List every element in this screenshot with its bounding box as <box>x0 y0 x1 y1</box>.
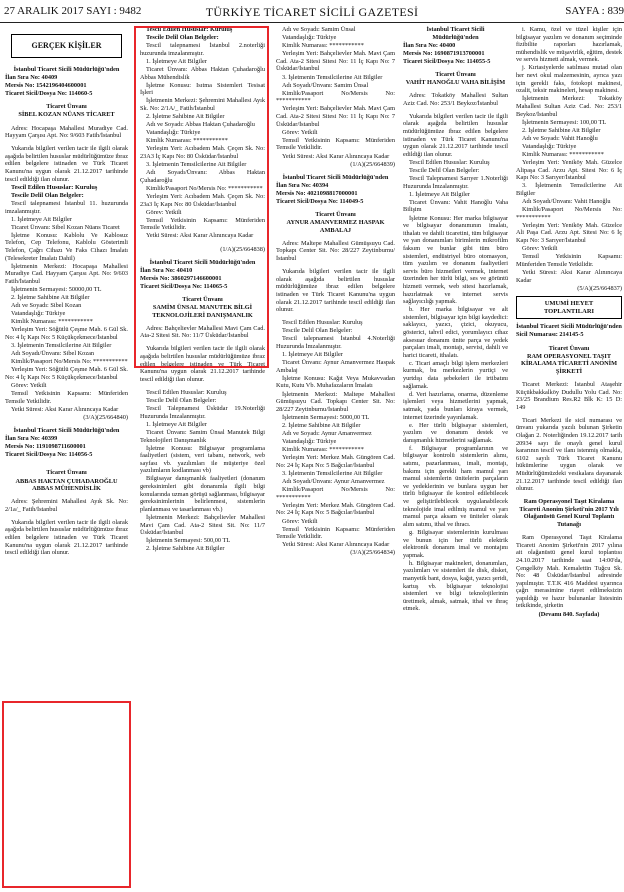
issue-date: 27 ARALIK 2017 SAYI : 9482 <box>4 5 142 17</box>
entry-ref: (1/A)(25/664838) <box>220 245 265 253</box>
mersis-no: Mersis No: 1542196404600001 <box>5 82 87 90</box>
entry-line: Adı Soyadı/Ünvanı: Vahit Hanoğlu <box>522 198 611 206</box>
continued-note: (Devamı 840. Sayfada) <box>538 610 600 618</box>
entry-line: Görev: Yetkili <box>282 517 318 525</box>
entry-line: Kimlik Numarası: *********** <box>146 137 228 145</box>
ilan-no: İlan Sıra No: 40409 <box>5 74 58 82</box>
ilan-no: İlan Sıra No: 40394 <box>276 181 329 189</box>
entry-line: d. Veri hazırlama, onarma, düzenleme işlemleri veya hizmetlerini yapmak, satmak, yada bunları kiraya vermek, internet üzerinde yayınlamak. <box>403 390 508 421</box>
entry-line: Vatandaşlığı: Türkiye <box>11 310 66 318</box>
entry-line: 2. İşletme Sahibine Ait Bilgiler <box>146 113 225 121</box>
entry-line: i. Kamu, özel ve tüzel kişiler için bilgisayar yazılım ve donanım seçiminde fizibilite raporları hazırlamak, mühendislik ve müşavirlik, eğitim, destek ve servis hizmeti almak, vermek. <box>516 26 622 64</box>
entry-line: İşletmenin Sermayesi: 500,00 TL <box>146 537 231 545</box>
entry-line: İşletme Konusu: Bilgisayar programlama faaliyetleri (sistem, veri tabanı, network, web sayfası vb. yazılımları ile müşteriye özel yazılımların kodlanması vb) <box>140 444 265 475</box>
entry-line: 3. İşletmenin Temsilcilerine Ait Bilgiler <box>146 161 247 169</box>
entry-line: Temsil Yetkisinin Kapsamı: Münferiden Temsile Yetkilidir. <box>5 390 128 405</box>
entry-line: Kimlik Numarası: *********** <box>282 42 364 50</box>
entry-line: Tescile Delil Olan Belgeler: <box>409 167 480 174</box>
entry-line: Yerleşim Yeri: Bahçelievler Mah. Mavi Çam Cad. Ata-2 Sitesi Sitesi No: 11 İç Kapı No: 7 Üsküdar/İstanbul <box>276 105 395 128</box>
entry-line: Yetki Süresi: Aksi Karar Alınıncaya Kadar <box>282 541 390 549</box>
entry-line: Kimlik Numarası: *********** <box>11 318 93 326</box>
entry-line: Adı ve Soyadı: Abbas Haktan Çuhadaroğlu <box>146 121 255 129</box>
entry-line: Tescil Talepnamesi Üsküdar 19.Noterliği Huzurunda İmzalanmıştır. <box>140 405 265 420</box>
entry-text: Yukarıda bilgileri verilen tacir ile ilgili olarak aşağıda belirtilen hususlar müdürlüğümüze ibraz edilen belgelere istinaden ve Türk Ticaret Kanunu'na uygun olarak 21.12.2017 tarihinde tescil edildiği ilan olunur. <box>140 345 265 383</box>
entry-line: Vatandaşlığı: Türkiye <box>282 438 337 446</box>
entry-line: Tescile Delil Olan Belgeler: <box>146 34 219 42</box>
entry-line: Adı ve Soyadı: Aynur Amanvermez <box>282 430 372 437</box>
entry-line: İşletmenin Merkezi: Tokatköy Mahallesi Sultan Aziz Cad. No: 253/1 Beykoz/İstanbul <box>516 95 622 118</box>
entry-line: Yerleşim Yeri: Söğütlü Çeşme Mah. 6 Gül Sk. No: 4 İç Kapı No: 5 Küçükçekmece/İstanbul <box>5 366 128 381</box>
entry-office: İstanbul Ticaret Sicili Müdürlüğü'nden <box>149 258 256 266</box>
highlight-box-top <box>134 26 269 368</box>
entry-line: Kimlik Numarası: *********** <box>522 151 604 158</box>
entry-line: 2. İşletme Sahibine Ait Bilgiler <box>146 545 225 553</box>
entry-line: Bilgisayar danışmanlık faaliyetleri (donanım gereksinimleri gibi donanımla ilgili bilgi konularında uzman görüşü sağlanması, bilgisayar gereksinimlerinin belirlenmesi, sistemlerin planlanması ve tasarlanması vb.) <box>140 475 265 513</box>
mersis-no: Mersis No: 1690871913700001 <box>403 49 485 57</box>
entry-line: İşletme Konusu: Isıtma Sistemleri Tesisat İşleri <box>140 81 265 97</box>
entry-line: 2. İşletme Sahibine Ait Bilgiler <box>282 421 361 429</box>
entry-line: Tescil Edilen Hususlar: Kuruluş <box>11 183 98 191</box>
entry-ref: (1/A)(25/664839) <box>350 160 395 168</box>
entry-line: Tescil Edilen Hususlar: Kuruluş <box>409 158 490 166</box>
entry-line: Görev: Yetkili <box>522 245 558 253</box>
entry-line: Yerleşim Yeri: Yeniköy Mah. Güzelce Ali Paşa Cad. Arzu Apt. Sitesi No: 6 İç Kapı No: 3 Sarıyer/İstanbul <box>516 221 622 245</box>
entry-line: e. Her türlü bilgisayar sistemleri, yazılım ve donanım destek ve danışmanlık hizmetlerini sağlamak. <box>403 421 508 444</box>
sicil-no: Ticaret Sicil/Dosya No: 114055-5 <box>403 57 491 65</box>
ilan-no: İlan Sıra No: 40410 <box>140 266 193 274</box>
entry-unvan: SİBEL KOZAN NÜANS TİCARET <box>18 111 115 119</box>
entry-office: İstanbul Ticaret Sicili Müdürlüğü'nden <box>516 323 622 331</box>
entry-line: 1. İşletmeye Ait Bilgiler <box>282 351 343 359</box>
sicil-no: Ticaret Sicil/Dosya No: 114056-5 <box>5 451 93 459</box>
entry-line: Yerleşim Yeri: Yeniköy Mah. Güzelce Alipaşa Cad. Arzu Apt. Sitesi No: 6 İç Kapı No: 3 Sarıyer/İstanbul <box>516 159 622 182</box>
general-assembly-box: UMUMİ HEYET TOPLANTILARI <box>516 296 622 319</box>
entry-line: 3. İşletmenin Temsilcilerine Ait Bilgiler <box>282 469 383 477</box>
entry-address: Adres: Hocapaşa Mahallesi Muradiye Cad. Hayyam Çarşısı Apt. No: 9/603 Fatih/İstanbul <box>5 124 128 140</box>
unvan-label: Ticaret Ünvanı <box>182 296 223 303</box>
gazette-title: TÜRKİYE TİCARET SİCİLİ GAZETESİ <box>205 5 419 19</box>
entry-line: Görev: Yetkili <box>282 128 318 136</box>
entry-line: Tescil talepnamesi İstanbul 4.Noterliği Huzurunda İmzalanmıştır. <box>276 335 395 350</box>
entry-line: İşletme Konusu: Kağıt Veya Mukavvadan Kutu, Kutu Vb. Muhafazaların İmalatı <box>276 374 395 390</box>
unvan-label: Ticaret Ünvanı <box>46 469 87 477</box>
entry-line: Yerleşim Yeri: Acıbadem Mah. Çeçen Sk. No: 23A3 İç Kapı No: 80 Üsküdar/İstanbul <box>140 145 265 160</box>
entry-line: Yerleşim Yeri: Acıbadem Mah. Çeçen Sk. No: 23a3 İç Kapı No: 80 Üsküdar/İstanbul <box>140 192 265 208</box>
entry-text: Yukarıda bilgileri verilen tacir ile ilgili olarak aşağıda belirtilen hususlar müdürlüğümüze ibraz edilen belgelere istinaden ve Türk Ticaret Kanunu'na uygun olarak 21.12.2017 tarihinde tescil edildiği ilan olunur. <box>5 518 128 557</box>
entry-line: Vatandaşlığı: Türkiye <box>522 142 577 150</box>
entry-line: j. Kırtasiyelerde satılması mutad olan her nevi okul malzemesinin, ayrıca yazı için gerekli faks, fotokopi makinesi, ozalit, teksir makineleri, hesap makinesi. <box>516 64 622 95</box>
mersis-no: Mersis No: 3860297146600001 <box>140 274 222 282</box>
meeting-body: Ram Operasyonel Taşıt Kiralama Ticareti Anonim Şirketi'nin 2017 yılına ait olağanüstü genel kurul toplantısı 24.10.2017 tarihinde saat 14:00'da, Çengelköy Mah. Kemalettin Tuğcu Sk. No: 48 Üsküdar/İstanbul adresinde yapılmıştır. T.T.K 416 Maddesi uyarınca çağrı merasimine riayet edilmeksizin yapıldığı ve hazır bulunanlar listesinin tetkikinde, şirketin <box>516 534 622 610</box>
entry-line: Adı Soyadı/Ünvanı: Aynur Amanvermez <box>282 478 385 486</box>
entry-line: Yerleşim Yeri: Merkez Mah. Güngören Cad. No: 24 İç Kapı No: 5 Bağcılar/İstanbul <box>276 501 395 517</box>
mersis-no: Mersis No: 1191098711600001 <box>5 443 86 451</box>
entry-line: İşletmenin Merkezi: Hocapaşa Mahallesi Muradiye Cad. Hayyam Çarşısı Apt. No: 9/603 Fatih/İstanbul <box>5 262 128 285</box>
entry-line: Kimlik/Pasaport No/Mersis No: *********** <box>276 89 395 105</box>
entry-line: c. Ticari amaçlı bilgi işlem merkezleri kurmak, bu merkezlerin yurtiçi ve yurtdışı data şebekeleri ile irtibatını sağlamak. <box>403 359 508 390</box>
entry-line: Görev: Yetkili <box>146 208 182 216</box>
entry-address: Adres: Tokatköy Mahallesi Sultan Aziz Cad. No: 253/1 Beykoz/İstanbul <box>403 92 508 107</box>
entry-line: b. Her marka bilgisayar ve alt sistemleri, bilgisayar için bilgi kaydedici: saklayıcı, yazıcı, çizici, okuyucu, gösterici, tahvil edici, yorumlayıcı cihaz aksesuar donanım ünite parça ve yedek parçaları imali, montajı, servisi, dahili ve harici ticareti, ithalatı. <box>403 306 508 359</box>
unvan-label: Ticaret Ünvanı <box>435 70 476 78</box>
sicil-no: Ticaret Sicil/Dosya No: 114065-5 <box>140 282 228 290</box>
entry-line: Kimlik Numarası: *********** <box>282 446 364 454</box>
entry-text: Yukarıda bilgileri verilen tacir ile ilgili olarak aşağıda belirtilen hususlar müdürlüğümüze ibraz edilen belgelere istinaden ve Türk Ticaret Kanunu'na uygun olarak 21.12.2017 tarihinde tescil edildiği ilan olunur. <box>276 268 395 314</box>
entry-line: 1. İşletmeye Ait Bilgiler <box>409 190 470 198</box>
entry-line: Tescile Delil Olan Belgeler: <box>146 397 217 405</box>
entry-line: Tescil talepnamesi İstanbul 11. huzurunda imzalanmıştır. <box>5 199 128 215</box>
column-4 <box>403 26 508 888</box>
unvan-label: Ticaret Ünvanı <box>315 211 356 219</box>
ilan-no: İlan Sıra No: 40400 <box>403 41 456 49</box>
entry-line: 3. İşletmenin Temsilcilerine Ait Bilgiler <box>282 73 383 81</box>
entry-line: Tescil Edilen Hususlar: Kuruluş <box>282 319 363 327</box>
entry-line: Yerleşim Yeri: Merkez Mah. Güngören Cad. No: 24 İç Kapı No: 5 Bağcılar/İstanbul <box>276 454 395 469</box>
unvan-label: Ticaret Ünvanı <box>46 103 87 111</box>
entry-ref: (3/A)(25/664840) <box>83 413 128 421</box>
entry-line: Ticaret Ünvanı: Samim Ünsal Manutek Bilgi Teknolojileri Danışmanlık <box>140 428 265 444</box>
entry-unvan: RAM OPERASYONEL TAŞIT KİRALAMA TİCARETİ ANONİM ŞİRKETİ <box>520 352 618 375</box>
entry-ref: (5/A)(25/664837) <box>577 284 622 292</box>
column-5 <box>516 26 622 888</box>
entry-line: İşletmenin Sermayesi: 50000,00 TL <box>11 285 102 293</box>
sicil-no: Ticaret Sicil/Dosya No: 114049-5 <box>276 197 364 205</box>
entry-line: Yetki Süresi: Aksi Karar Alınıncaya Kadar <box>516 268 622 284</box>
entry-office: İstanbul Ticaret Sicili Müdürlüğü'nden <box>13 66 120 73</box>
entry-line: Tescil Edilen Hususlar: Kuruluş <box>146 26 233 33</box>
entry-line: Ticaret Ünvanı: Abbas Haktan Çuhadaroğlu Abbas Mühendislik <box>140 65 265 81</box>
entry-line: Kimlik/Pasaport No/Mersis No: *********** <box>146 184 263 192</box>
entry-line: Tescile Delil Olan Belgeler: <box>282 327 353 335</box>
meeting-title: Ram Operasyonel Taşıt Kiralama Ticareti Anonim Şirketi'nin 2017 Yılı Olağanüstü Genel Kurul Toplantı Tutanağı <box>519 498 619 529</box>
entry-line: 1. İşletmeye Ait Bilgiler <box>146 420 207 428</box>
entry-office: İstanbul Ticaret Sicili Müdürlüğü'nden <box>426 26 485 41</box>
sicil-no: Ticaret Sicil/Dosya No: 114060-5 <box>5 90 93 98</box>
entry-line: Ticaret Ünvanı: Vahit Hanoğlu Vaha Bilişim <box>403 198 508 214</box>
entry-line: Tescil Edilen Hususlar: Kuruluş <box>146 388 227 396</box>
page-header <box>0 0 624 23</box>
entry-line: Tescil Talepnamesi Sarıyer 1.Noterliği Huzurunda İmzalanmıştır. <box>403 175 508 190</box>
entry-line: 3. İşletmenin Temsilcilerine Ait Bilgiler <box>11 342 112 350</box>
entry-line: Adı ve Soyadı: Samim Ünsal <box>282 26 356 33</box>
entry-line: Kimlik/Pasaport No/Mersis No: *********** <box>11 358 128 366</box>
ilan-no: İlan Sıra No: 40399 <box>5 435 58 443</box>
entry-office: İstanbul Ticaret Sicili Müdürlüğü'nden <box>282 173 389 181</box>
entry-line: h. Bilgisayar makineleri, donanımları, yazılımları ve sistemleri ile disk, disket, manyetik bant, dosya, kağıt, yazıcı şeridi, kartuş vb. bilgisayar teknolojisi sistemleri ve bilgi teknolojilerinin üretimek, almak, satmak, ithal ve ihraç etmek. <box>403 559 508 613</box>
entry-line: Adı ve Soyadı: Vahit Hanoğlu <box>522 134 598 142</box>
entry-line: Adı Soyadı/Ünvanı: Samim Ünsal <box>282 81 369 89</box>
entry-unvan: ABBAS HAKTAN ÇUHADAROĞLU ABBAS MÜHENDİSLİK <box>15 477 118 493</box>
entry-line: Adı Soyadı/Ünvanı: Sibel Kozan <box>11 350 95 358</box>
entry-line: Ticaret Ünvanı: Sibel Kozan Nüans Ticaret <box>11 223 120 231</box>
entry-line: Tescil talepnamesi İstanbul 2.noterliği huzurunda imzalanmıştır. <box>140 42 265 57</box>
entry-line: 3. İşletmenin Temsilcilerine Ait Bilgiler <box>516 182 622 197</box>
entry-line: Yetki Süresi: Aksi Karar Alınıncaya Kadar <box>282 152 390 160</box>
entry-line: Ticaret Ünvanı: Aynur Amanvermez Haspak Ambalaj <box>276 359 395 374</box>
entry-line: İşletmenin Sermayesi: 5000,00 TL <box>282 413 370 421</box>
entry-office: İstanbul Ticaret Sicili Müdürlüğü'nden <box>13 427 120 435</box>
page-number: SAYFA : 839 <box>565 5 624 17</box>
entry-unvan: AYNUR AMANVERMEZ HASPAK AMBALAJ <box>286 219 385 234</box>
entry-line: İşletme Konusu: Her marka bilgisayar ve bilgisayar donanımının imalatı, ithalatı ve dahili ticaretini, tüm bilgisayar ve yan donanımları birimlerin mikrofilm faksım ve bunlar gibi tüm büro sistemleri, endüstriyel büro otomasyon, tüm yazılım ve donanım faaliyetleri servis büro hizmetleri vermek, internet üzerinden her türlü bilgi, ses ve görüntü hizmeti vermek, web sitesi hazırlamak, hazırlatmak ve internet servis sağlayıcılığı yapmak. <box>403 214 508 306</box>
entry-line: Temsil Yetkisinin Kapsamı: Münferiden Temsile Yetkilidir. <box>140 216 265 232</box>
entry-line: Temsil Yetkisinin Kapsamı: Münferiden Temsile Yetkilidir. <box>276 136 395 152</box>
entry-line: İşletme Konusu: Kablolu Ve Kablosuz Telefon, Cep Telefonu, Kablolu Gösterimli Telefon, Çağrı Cihazı Ve Faks Cihazı İmalatı (Telesekreter İmalatı Dahil) <box>5 231 128 262</box>
entry-line: Temsil Yetkisinin Kapsamı: Münferiden Temsile Yetkilidir. <box>516 253 622 268</box>
highlight-box-bottom <box>2 701 131 888</box>
sicil-no: Sicil Numarası: 214145-5 <box>516 331 584 339</box>
entry-line: Temsil Yetkisinin Kapsamı: Münferiden Temsile Yetkilidir. <box>276 525 395 541</box>
entry-text: Yukarıda bilgileri verilen tacir ile ilgili olarak aşağıda belirtilen hususlar müdürlüğümüze ibraz edilen belgelere istinaden ve Türk Ticaret Kanunu'na uygun olarak 21.12.2017 tarihinde tescil edildiği ilan olunur. <box>5 145 128 183</box>
section-title: GERÇEK KİŞİLER <box>11 34 122 58</box>
entry-text: Yukarıda bilgileri verilen tacir ile ilgili olarak aşağıda belirtilen hususlar müdürlüğümüze ibraz edilen belgelere istinaden ve Türk Ticaret Kanunu'na uygun olarak 21.12.2017 tarihinde tescil edildiği ilan olunur. <box>403 112 508 158</box>
entry-line: İşletmenin Sermayesi: 100,00 TL <box>522 118 607 126</box>
entry-line: Vatandaşlığı: Türkiye <box>282 34 337 42</box>
entry-line: Adı Soyadı/Ünvanı: Abbas Haktan Çuhadaroğlu <box>140 169 265 184</box>
entry-line: g. Bilgisayar sistemlerinin kurulması ve bunun için her türlü elektrik elektronik donanım imal ve montajını yapmak. <box>403 528 508 559</box>
entry-line: 2. İşletme Sahibine Ait Bilgiler <box>11 294 90 302</box>
unvan-label: Ticaret Ünvanı <box>548 344 590 352</box>
entry-address: Adres: Maltepe Mahallesi Gümüşsuyu Cad. Topkapı Center Sit. No: 28/227 Zeytinburnu/İstanbul <box>276 239 395 263</box>
entry-line: 1. İşletmeye Ait Bilgiler <box>146 57 207 65</box>
entry-line: Tescile Delil Olan Belgeler: <box>11 191 84 199</box>
entry-line: İşletmenin Merkezi: Maltepe Mahallesi Gümüşsuyu Cad. Topkapı Center Sit. No: 28/227 Zeytinburnu/İstanbul <box>276 390 395 413</box>
entry-line: Görev: Yetkili <box>11 382 47 390</box>
entry-unvan: VAHİT HANOĞLU VAHA BİLİŞİM <box>405 79 506 87</box>
entry-line: İşletmenin Merkezi: Şehremini Mahallesi Ayık Sk. No: 2/1A/_ Fatih/İstanbul <box>140 97 265 112</box>
entry-line: İşletmenin Merkezi: Bahçelievler Mahallesi Mavi Çam Cad. Ata-2 Sitesi Sit. No: 11/7 Üsküdar/İstanbul <box>140 513 265 537</box>
entry-line: Yerleşim Yeri: Bahçelievler Mah. Mavi Çam Cad. Ata-2 Sitesi Sitesi No: 11 İç Kapı No: 7 Üsküdar/İstanbul <box>276 50 395 73</box>
entry-address: Ticaret Merkezi: İstanbul Ataşehir Küçükbakkalköy Dudullu Yolu Cad. No: 23/25 Brandium Res.R2 Blk K: 15 D: 149 <box>516 380 622 411</box>
mersis-no: Mersis No: 4021098817000001 <box>276 189 358 197</box>
entry-address: Adres: Şehremini Mahallesi Ayık Sk. No: 2/1a/_ Fatih/İstanbul <box>5 498 128 513</box>
entry-ref: (3/A)(25/664834) <box>350 549 395 557</box>
entry-text: Ticari Merkezi ile sicil numarası ve ünvanı yukarıda yazılı bulunan Şirketin Olağan 2. Noterliğinden 19.12.2017 tarih 20934 sayı ile onaylı genel kurul kararının tescil ve ilanı istenmiş olmakla, 6102 sayılı Türk Ticaret Kanunu hükümlerine uygun olarak ve Müdürlüğümüzdeki vesikalara dayanarak 21.12.2017 tarihinde tescil edildiği ilan olunur. <box>516 416 622 493</box>
entry-line: Adı ve Soyadı: Sibel Kozan <box>11 302 82 310</box>
entry-unvan: SAMİM ÜNSAL MANUTEK BİLGİ TEKNOLOJİLERİ DANIŞMANLIK <box>152 304 253 319</box>
entry-line: Kimlik/Pasaport No/Mersis No: *********** <box>516 206 622 221</box>
column-3 <box>276 26 395 888</box>
entry-line: Yetki Süresi: Aksi Karar Alınıncaya Kadar <box>146 232 254 240</box>
entry-line: Yerleşim Yeri: Söğütlü Çeşme Mah. 6 Gül Sk. No: 4 İç Kapı No: 5 Küçükçekmece/İstanbul <box>5 326 128 341</box>
entry-line: Yetki Süresi: Aksi Karar Alınıncaya Kadar <box>11 405 119 413</box>
entry-line: Vatandaşlığı: Türkiye <box>146 129 201 137</box>
entry-line: Kimlik/Pasaport No/Mersis No: *********** <box>276 486 395 501</box>
entry-line: 1. İşletmeye Ait Bilgiler <box>11 215 72 223</box>
entry-address: Adres: Bahçelievler Mahallesi Mavi Çam Cad. Ata-2 Sitesi Sit. No: 11/7 Üsküdar/İstanbul <box>140 324 265 340</box>
entry-line: f. Bilgisayar programlarının ve bilgisayar kontrolü sistemlerin alımı, satımı, pazarlanması, imali, montajı, bakımı için gerekli ham mamul yarı mamul sistemlerin ünitelerin parçaların ve yedeklerinin ve bunlara uygun her türlü bilgisayar ile kontrol edilebilecek ve geliştirilebilecek uygulanabilecek teknolojide imal edilmiş mamul ve yarı mamul parça aksam ve üniteler olarak alım satımı, ithal ve ihracı. <box>403 444 508 528</box>
entry-line: 2. İşletme Sahibine Ait Bilgiler <box>522 126 601 134</box>
